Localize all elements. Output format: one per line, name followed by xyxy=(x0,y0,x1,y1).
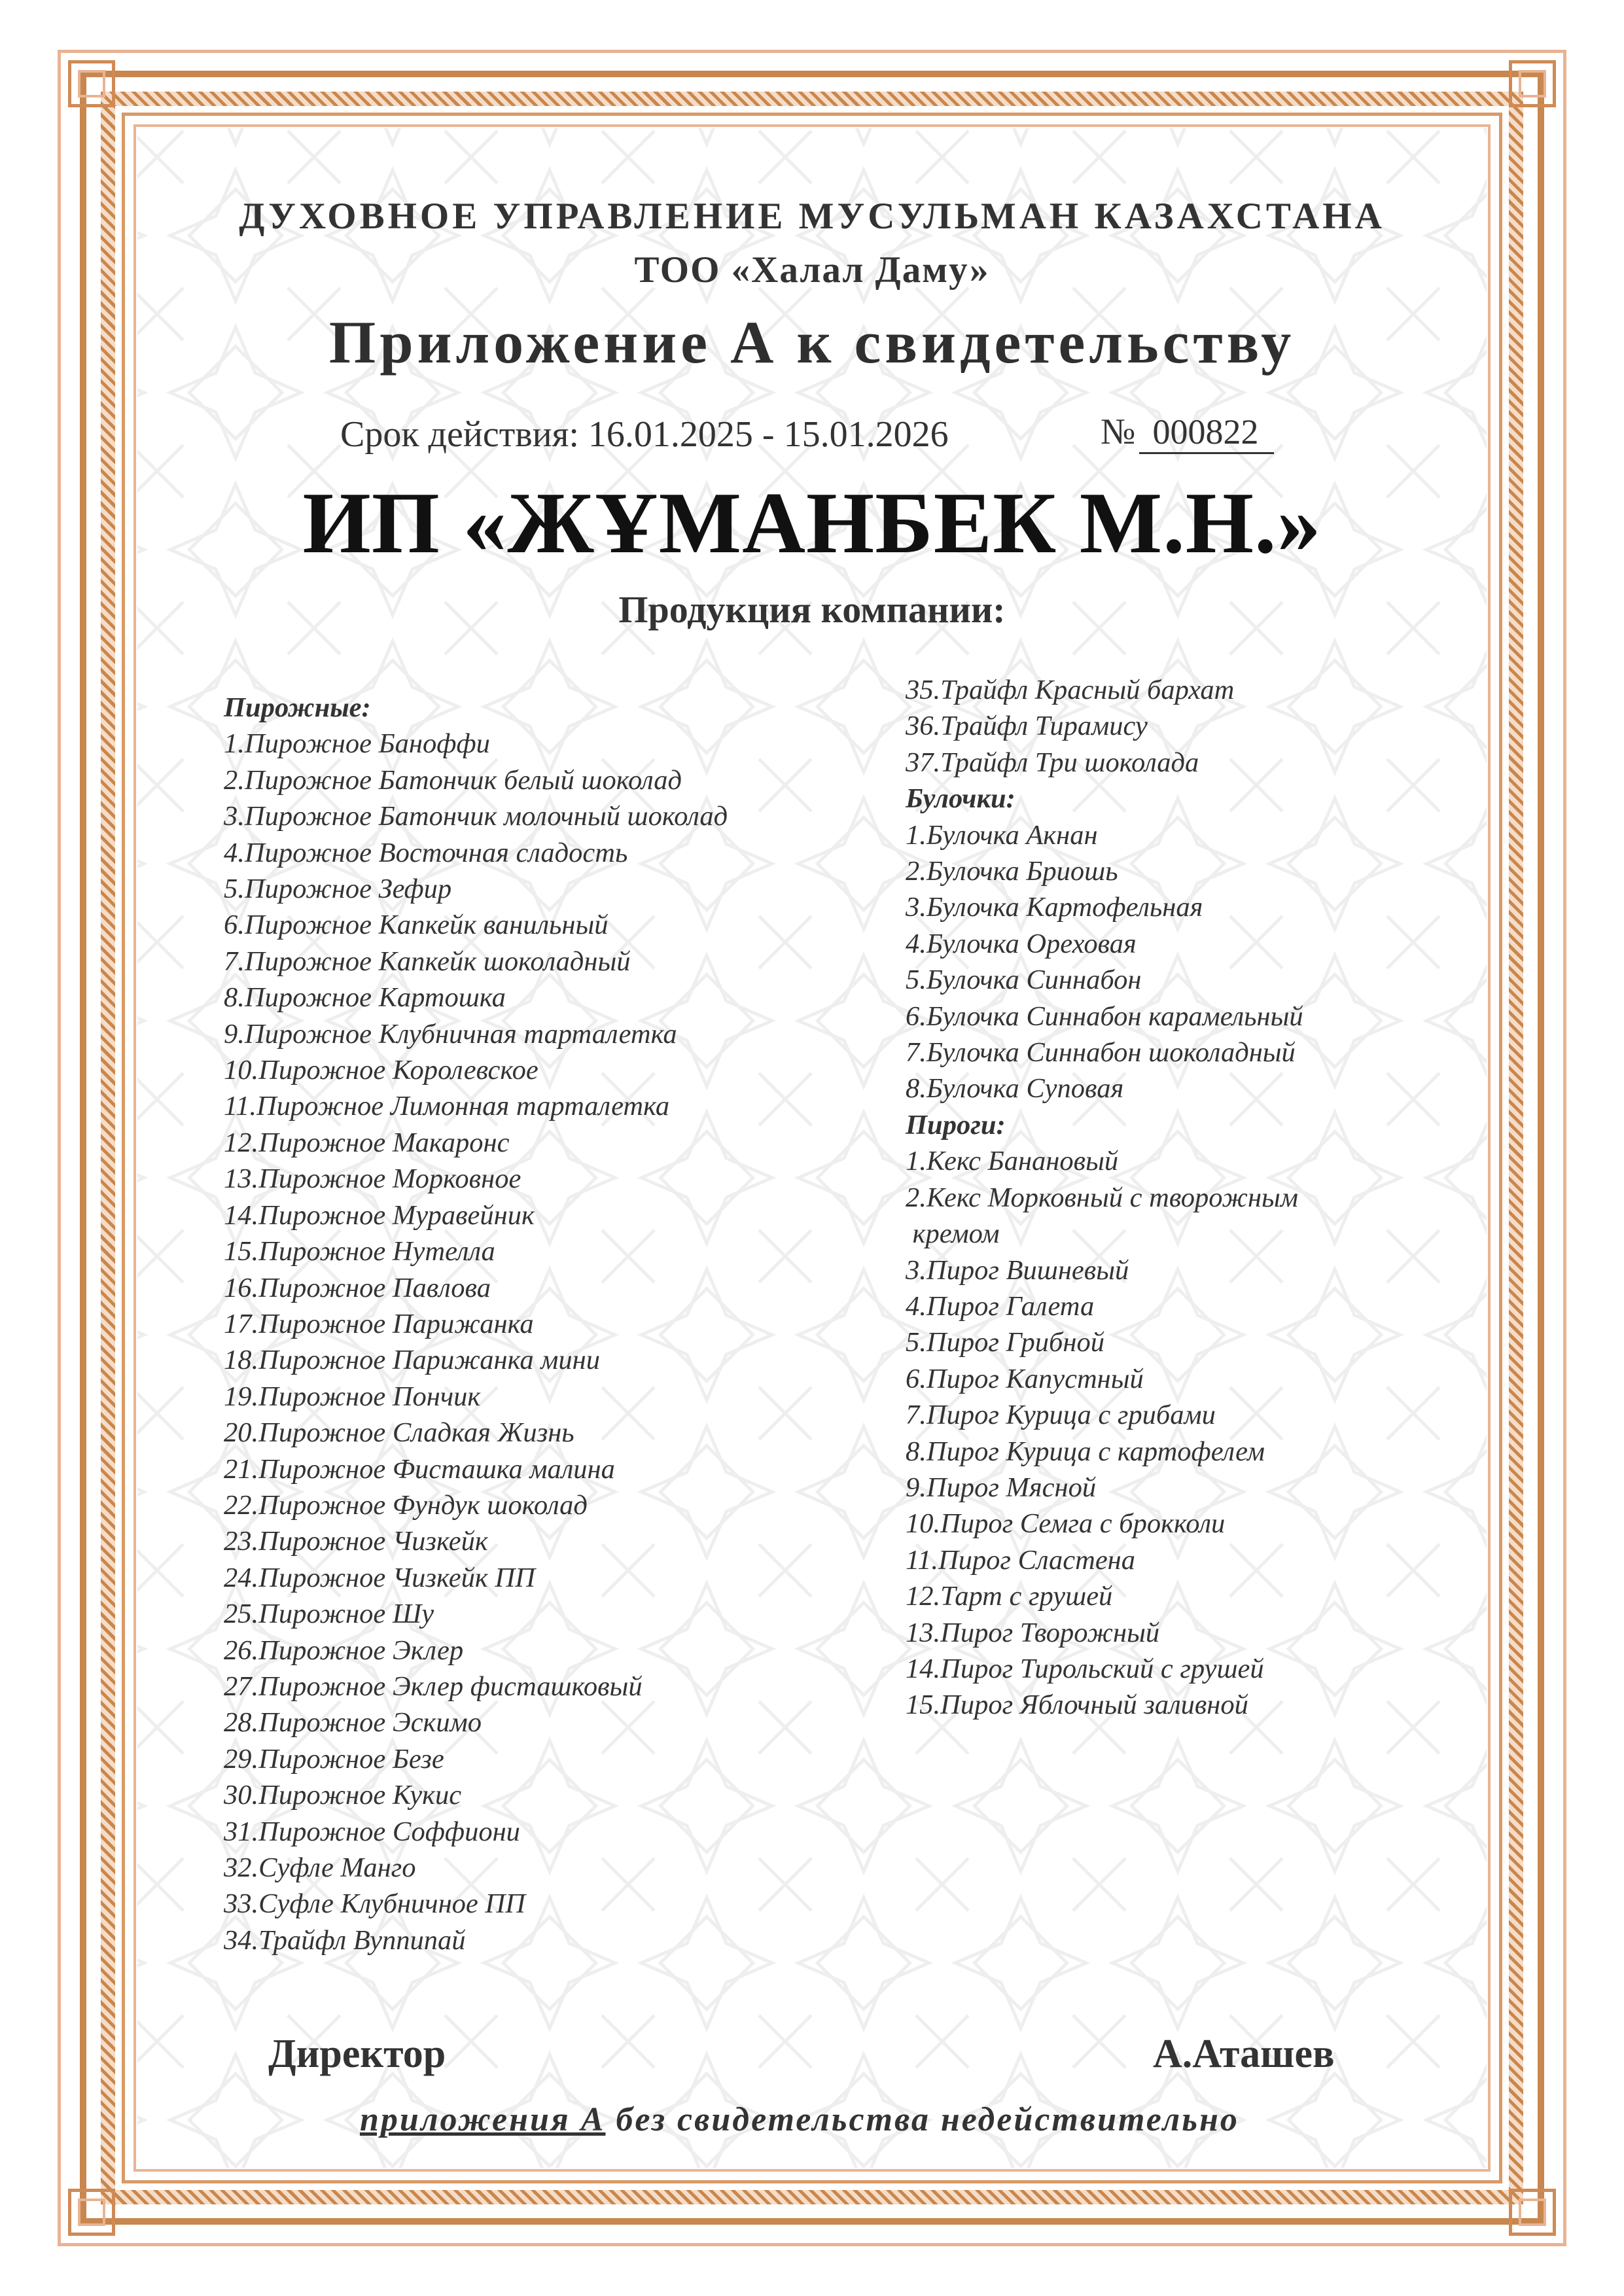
list-item: 11.Пирожное Лимонная тарталетка xyxy=(224,1091,670,1122)
list-item: 15.Пирожное Нутелла xyxy=(224,1236,495,1267)
list-item: 15.Пирог Яблочный заливной xyxy=(906,1689,1248,1721)
list-item: 8.Пирожное Картошка xyxy=(224,982,506,1014)
list-item: кремом xyxy=(906,1218,1000,1250)
list-item: 8.Булочка Суповая xyxy=(906,1073,1124,1104)
list-item: 24.Пирожное Чизкейк ПП xyxy=(224,1562,535,1593)
footer-note xyxy=(360,2100,1239,2139)
list-item: 19.Пирожное Пончик xyxy=(224,1381,481,1412)
list-item: 31.Пирожное Соффиони xyxy=(224,1816,520,1847)
list-item: 3.Пирожное Батончик молочный шоколад xyxy=(224,801,728,832)
category-heading: Пироги: xyxy=(906,1109,1006,1140)
list-item: 23.Пирожное Чизкейк xyxy=(224,1526,488,1557)
signature-role: Директор xyxy=(268,2032,446,2076)
footer-underlined: приложения А xyxy=(360,2101,606,2138)
list-item: 37.Трайфл Три шоколада xyxy=(906,747,1199,778)
product-list-right xyxy=(906,672,1303,1723)
list-item: 30.Пирожное Кукис xyxy=(224,1780,462,1811)
list-item: 22.Пирожное Фундук шоколад xyxy=(224,1489,588,1521)
list-item: 18.Пирожное Парижанка мини xyxy=(224,1345,601,1376)
list-item: 7.Пирог Курица с грибами xyxy=(906,1400,1216,1431)
list-item: 9.Пирог Мясной xyxy=(906,1472,1097,1503)
corner-ornament-top-left xyxy=(68,60,115,107)
list-item: 2.Кекс Морковный с творожным xyxy=(906,1182,1298,1213)
list-item: 27.Пирожное Эклер фисташковый xyxy=(224,1670,643,1702)
corner-ornament-bottom-right xyxy=(1509,2189,1556,2236)
list-item: 10.Пирог Семга с брокколи xyxy=(906,1508,1226,1540)
list-item: 29.Пирожное Безе xyxy=(224,1743,444,1775)
list-item: 12.Тарт с грушей xyxy=(906,1581,1113,1612)
list-item: 6.Пирог Капустный xyxy=(906,1363,1144,1394)
category-heading: Булочки: xyxy=(906,783,1015,815)
list-item: 33.Суфле Клубничное ПП xyxy=(224,1888,525,1920)
list-item: 4.Пирог Галета xyxy=(906,1290,1095,1322)
product-list-left xyxy=(224,690,728,1958)
list-item: 8.Пирог Курица с картофелем xyxy=(906,1436,1265,1467)
list-item: 16.Пирожное Павлова xyxy=(224,1272,491,1303)
list-item: 5.Пирожное Зефир xyxy=(224,874,452,905)
list-item: 21.Пирожное Фисташка малина xyxy=(224,1453,615,1485)
validity-period: Срок действия: 16.01.2025 - 15.01.2026 xyxy=(340,414,949,455)
list-item: 20.Пирожное Сладкая Жизнь xyxy=(224,1417,574,1449)
list-item: 4.Пирожное Восточная сладость xyxy=(224,837,628,868)
list-item: 12.Пирожное Макаронс xyxy=(224,1127,510,1158)
list-item: 1.Пирожное Баноффи xyxy=(224,728,490,760)
footer-rest: без свидетельства недействительно xyxy=(605,2101,1239,2138)
corner-ornament-bottom-left xyxy=(68,2189,115,2236)
list-item: 32.Суфле Манго xyxy=(224,1852,416,1883)
list-item: 7.Булочка Синнабон шоколадный xyxy=(906,1037,1296,1069)
list-item: 1.Кекс Банановый xyxy=(906,1146,1119,1177)
list-item: 6.Пирожное Капкейк ванильный xyxy=(224,910,609,941)
list-item: 4.Булочка Ореховая xyxy=(906,928,1137,959)
signature-name: А.Аташев xyxy=(1153,2032,1335,2076)
list-item: 6.Булочка Синнабон карамельный xyxy=(906,1000,1303,1032)
list-item: 5.Пирог Грибной xyxy=(906,1327,1104,1358)
category-heading: Пирожные: xyxy=(224,692,371,723)
list-item: 13.Пирожное Морковное xyxy=(224,1163,521,1195)
organization-name: ДУХОВНОЕ УПРАВЛЕНИЕ МУСУЛЬМАН КАЗАХСТАНА xyxy=(239,196,1385,237)
list-item: 5.Булочка Синнабон xyxy=(906,964,1142,996)
list-item: 26.Пирожное Эклер xyxy=(224,1634,464,1666)
corner-ornament-top-right xyxy=(1509,60,1556,107)
list-item: 14.Пирог Тирольский с грушей xyxy=(906,1653,1264,1684)
company-name: ТОО «Халал Даму» xyxy=(634,249,990,291)
list-item: 17.Пирожное Парижанка xyxy=(224,1308,534,1339)
list-item: 34.Трайфл Вуппипай xyxy=(224,1924,466,1956)
list-item: 36.Трайфл Тирамису xyxy=(906,711,1148,742)
number-value: 000822 xyxy=(1139,412,1274,454)
list-item: 28.Пирожное Эскимо xyxy=(224,1707,482,1739)
certificate-number xyxy=(1101,411,1274,454)
list-item: 14.Пирожное Муравейник xyxy=(224,1199,535,1231)
list-item: 2.Пирожное Батончик белый шоколад xyxy=(224,764,682,796)
number-label: № xyxy=(1101,412,1136,452)
list-item: 1.Булочка Акнан xyxy=(906,819,1098,851)
list-item: 10.Пирожное Королевское xyxy=(224,1055,538,1086)
products-heading: Продукция компании: xyxy=(618,588,1006,631)
list-item: 3.Пирог Вишневый xyxy=(906,1254,1129,1286)
certificate-holder: ИП «ЖҰМАНБЕК М.Н.» xyxy=(302,474,1322,571)
list-item: 25.Пирожное Шу xyxy=(224,1598,434,1630)
list-item: 7.Пирожное Капкейк шоколадный xyxy=(224,945,631,977)
list-item: 35.Трайфл Красный бархат xyxy=(906,675,1235,705)
list-item: 13.Пирог Творожный xyxy=(906,1617,1160,1648)
list-item: 2.Булочка Бриошь xyxy=(906,856,1118,887)
list-item: 9.Пирожное Клубничная тарталетка xyxy=(224,1018,677,1050)
list-item: 11.Пирог Сластена xyxy=(906,1544,1136,1576)
list-item: 3.Булочка Картофельная xyxy=(906,892,1203,923)
document-title: Приложение А к свидетельству xyxy=(328,309,1296,376)
